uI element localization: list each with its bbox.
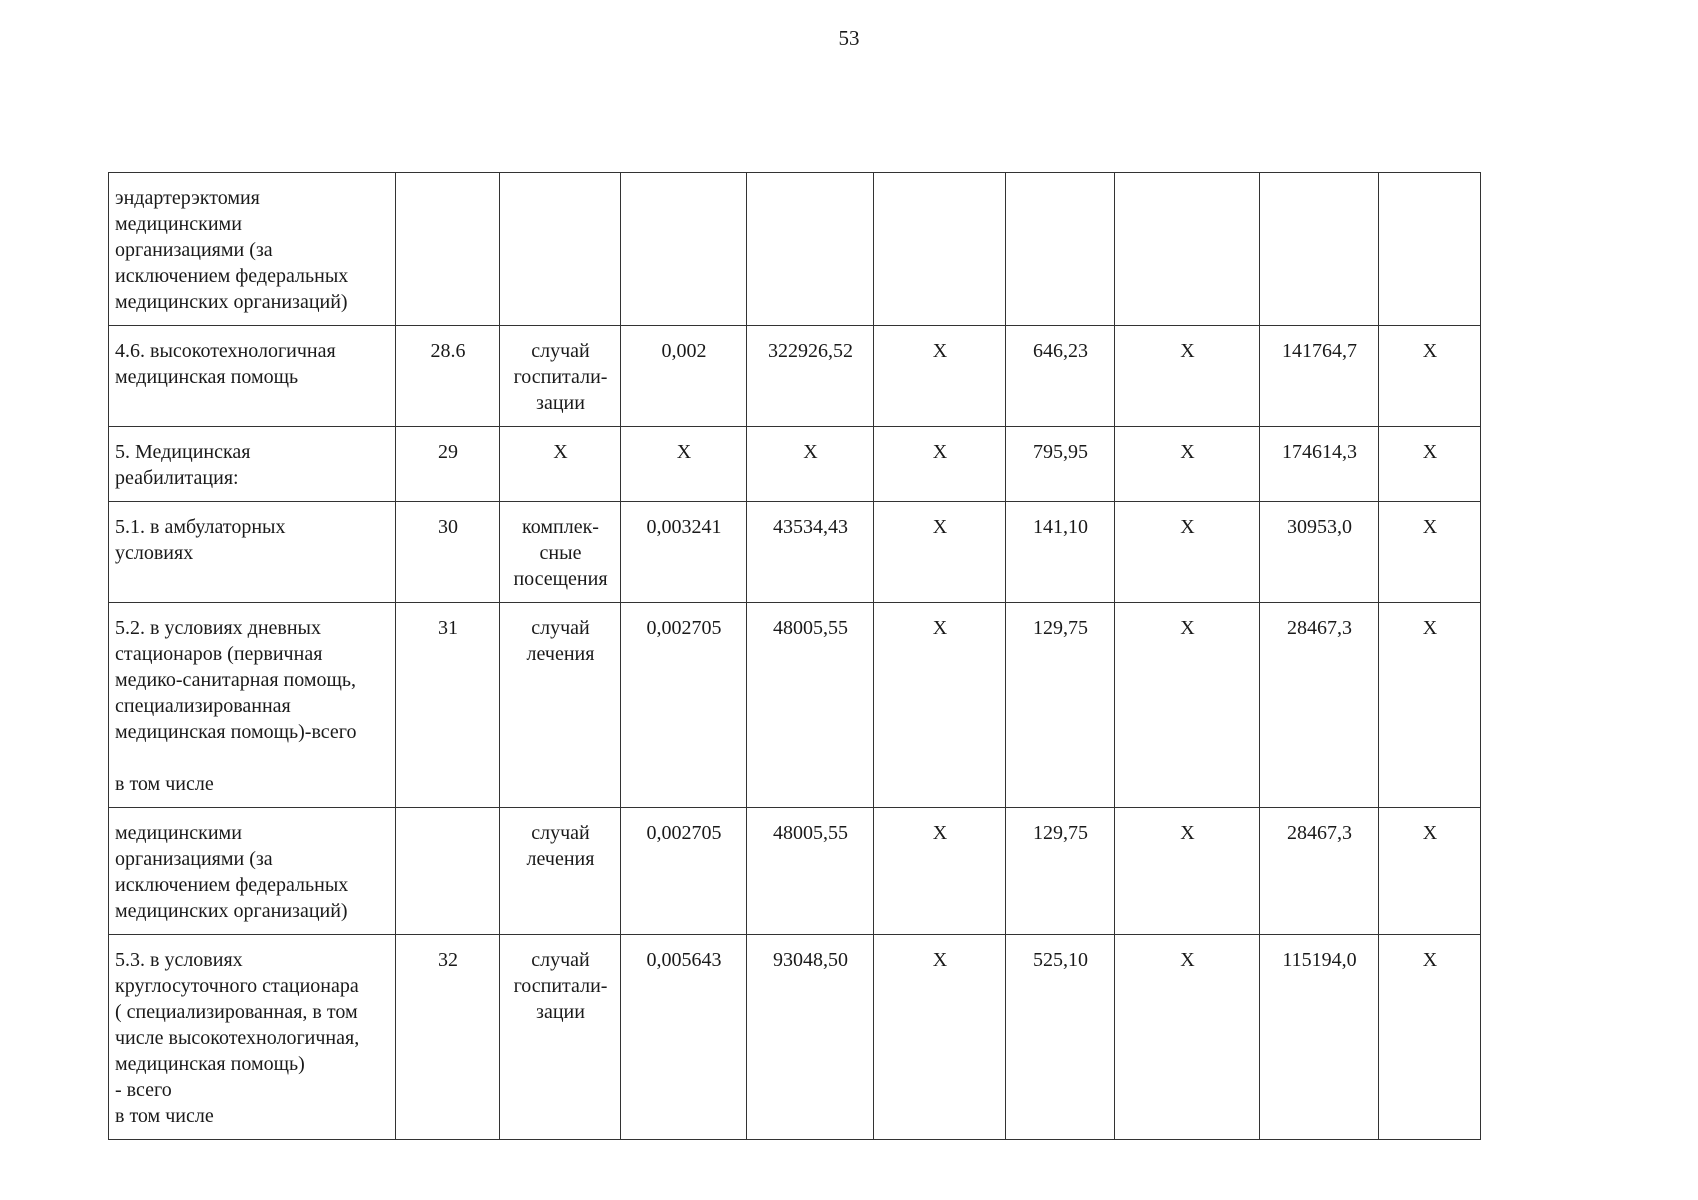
x-cell-b: Х <box>1115 603 1260 808</box>
x-cell-b: Х <box>1115 935 1260 1140</box>
row-label-line: специализированная <box>115 695 291 717</box>
unit-line: случай <box>531 340 590 362</box>
row-label-line <box>115 745 390 771</box>
row-label-line: медицинская помощь)-всего <box>115 721 357 743</box>
data-table <box>108 172 1481 1140</box>
unit-cell <box>500 935 621 1140</box>
x-cell-c: Х <box>1379 427 1481 502</box>
total-cell: 174614,3 <box>1260 427 1379 502</box>
unit-line: Х <box>553 441 568 463</box>
row-label-line: 5. Медицинская <box>115 441 251 463</box>
row-code-cell: 28.6 <box>396 326 500 427</box>
x-cell-a: Х <box>874 603 1006 808</box>
row-label-line: эндартерэктомия <box>115 187 260 209</box>
table-row <box>109 173 1481 326</box>
x-cell-c: Х <box>1379 502 1481 603</box>
x-cell-c: Х <box>1379 326 1481 427</box>
cost-cell: 322926,52 <box>747 326 874 427</box>
unit-cell <box>500 808 621 935</box>
row-label-cell <box>109 173 396 326</box>
row-label-line: условиях <box>115 542 194 564</box>
row-label-line: медицинскими <box>115 822 242 844</box>
x-cell-c <box>1379 173 1481 326</box>
row-label-cell <box>109 427 396 502</box>
rate-cell: 0,002705 <box>621 603 747 808</box>
row-label-line: медицинских организаций) <box>115 291 348 313</box>
x-cell-b: Х <box>1115 326 1260 427</box>
unit-line: лечения <box>526 643 595 665</box>
per-capita-cell: 646,23 <box>1006 326 1115 427</box>
unit-line: случай <box>531 949 590 971</box>
per-capita-cell: 141,10 <box>1006 502 1115 603</box>
total-cell: 28467,3 <box>1260 603 1379 808</box>
row-label-line: медико-санитарная помощь, <box>115 669 357 691</box>
unit-line: госпитали- <box>513 366 608 388</box>
total-cell: 115194,0 <box>1260 935 1379 1140</box>
cost-cell: Х <box>747 427 874 502</box>
unit-cell <box>500 502 621 603</box>
rate-cell: 0,002705 <box>621 808 747 935</box>
x-cell-a: Х <box>874 935 1006 1140</box>
rate-cell: 0,002 <box>621 326 747 427</box>
row-label-cell <box>109 935 396 1140</box>
row-label-line: стационаров (первичная <box>115 643 323 665</box>
row-code-cell <box>396 808 500 935</box>
unit-line: зации <box>536 1001 585 1023</box>
rate-cell: Х <box>621 427 747 502</box>
row-label-line: медицинских организаций) <box>115 900 348 922</box>
table-body <box>109 173 1481 1140</box>
table-row <box>109 603 1481 808</box>
x-cell-a: Х <box>874 502 1006 603</box>
x-cell-c: Х <box>1379 603 1481 808</box>
unit-cell <box>500 326 621 427</box>
row-code-cell: 32 <box>396 935 500 1140</box>
table-row <box>109 502 1481 603</box>
cost-cell: 93048,50 <box>747 935 874 1140</box>
row-code-cell: 31 <box>396 603 500 808</box>
total-cell: 141764,7 <box>1260 326 1379 427</box>
row-label-line: 5.3. в условиях <box>115 949 243 971</box>
table-row <box>109 427 1481 502</box>
page-number: 53 <box>838 26 860 50</box>
row-label-line: круглосуточного стационара <box>115 975 359 997</box>
x-cell-a: Х <box>874 326 1006 427</box>
row-label-line: ( специализированная, в том <box>115 1001 358 1023</box>
row-label-cell <box>109 326 396 427</box>
unit-cell <box>500 427 621 502</box>
row-label-cell <box>109 502 396 603</box>
row-label-line: 5.1. в амбулаторных <box>115 516 286 538</box>
table-row <box>109 808 1481 935</box>
total-cell <box>1260 173 1379 326</box>
row-label-line: в том числе <box>115 1105 214 1127</box>
x-cell-b <box>1115 173 1260 326</box>
unit-line: сные <box>539 542 582 564</box>
unit-line: случай <box>531 617 590 639</box>
x-cell-c: Х <box>1379 935 1481 1140</box>
unit-cell <box>500 173 621 326</box>
row-label-line: медицинская помощь <box>115 366 299 388</box>
row-label-line: медицинская помощь) <box>115 1053 305 1075</box>
x-cell-a <box>874 173 1006 326</box>
per-capita-cell <box>1006 173 1115 326</box>
total-cell: 28467,3 <box>1260 808 1379 935</box>
cost-cell: 48005,55 <box>747 808 874 935</box>
unit-line: лечения <box>526 848 595 870</box>
row-label-line: реабилитация: <box>115 467 239 489</box>
row-code-cell <box>396 173 500 326</box>
row-label-line: организациями (за <box>115 239 273 261</box>
row-label-line: в том числе <box>115 773 214 795</box>
rate-cell: 0,005643 <box>621 935 747 1140</box>
unit-line: госпитали- <box>513 975 608 997</box>
row-label-line: - всего <box>115 1079 172 1101</box>
unit-line: случай <box>531 822 590 844</box>
x-cell-a: Х <box>874 808 1006 935</box>
per-capita-cell: 795,95 <box>1006 427 1115 502</box>
table-row <box>109 326 1481 427</box>
row-code-cell: 29 <box>396 427 500 502</box>
cost-cell <box>747 173 874 326</box>
row-label-line: медицинскими <box>115 213 242 235</box>
rate-cell <box>621 173 747 326</box>
x-cell-b: Х <box>1115 808 1260 935</box>
row-label-line: исключением федеральных <box>115 265 349 287</box>
x-cell-b: Х <box>1115 502 1260 603</box>
unit-cell <box>500 603 621 808</box>
x-cell-c: Х <box>1379 808 1481 935</box>
per-capita-cell: 129,75 <box>1006 808 1115 935</box>
row-label-cell <box>109 603 396 808</box>
row-label-line: организациями (за <box>115 848 273 870</box>
unit-line: посещения <box>513 568 608 590</box>
row-label-cell <box>109 808 396 935</box>
unit-line: зации <box>536 392 585 414</box>
row-label-line: 4.6. высокотехнологичная <box>115 340 336 362</box>
rate-cell: 0,003241 <box>621 502 747 603</box>
per-capita-cell: 525,10 <box>1006 935 1115 1140</box>
cost-cell: 43534,43 <box>747 502 874 603</box>
cost-cell: 48005,55 <box>747 603 874 808</box>
table-row <box>109 935 1481 1140</box>
total-cell: 30953,0 <box>1260 502 1379 603</box>
row-code-cell: 30 <box>396 502 500 603</box>
x-cell-a: Х <box>874 427 1006 502</box>
row-label-line: числе высокотехнологичная, <box>115 1027 360 1049</box>
unit-line: комплек- <box>522 516 599 538</box>
x-cell-b: Х <box>1115 427 1260 502</box>
row-label-line: исключением федеральных <box>115 874 349 896</box>
row-label-line: 5.2. в условиях дневных <box>115 617 321 639</box>
per-capita-cell: 129,75 <box>1006 603 1115 808</box>
